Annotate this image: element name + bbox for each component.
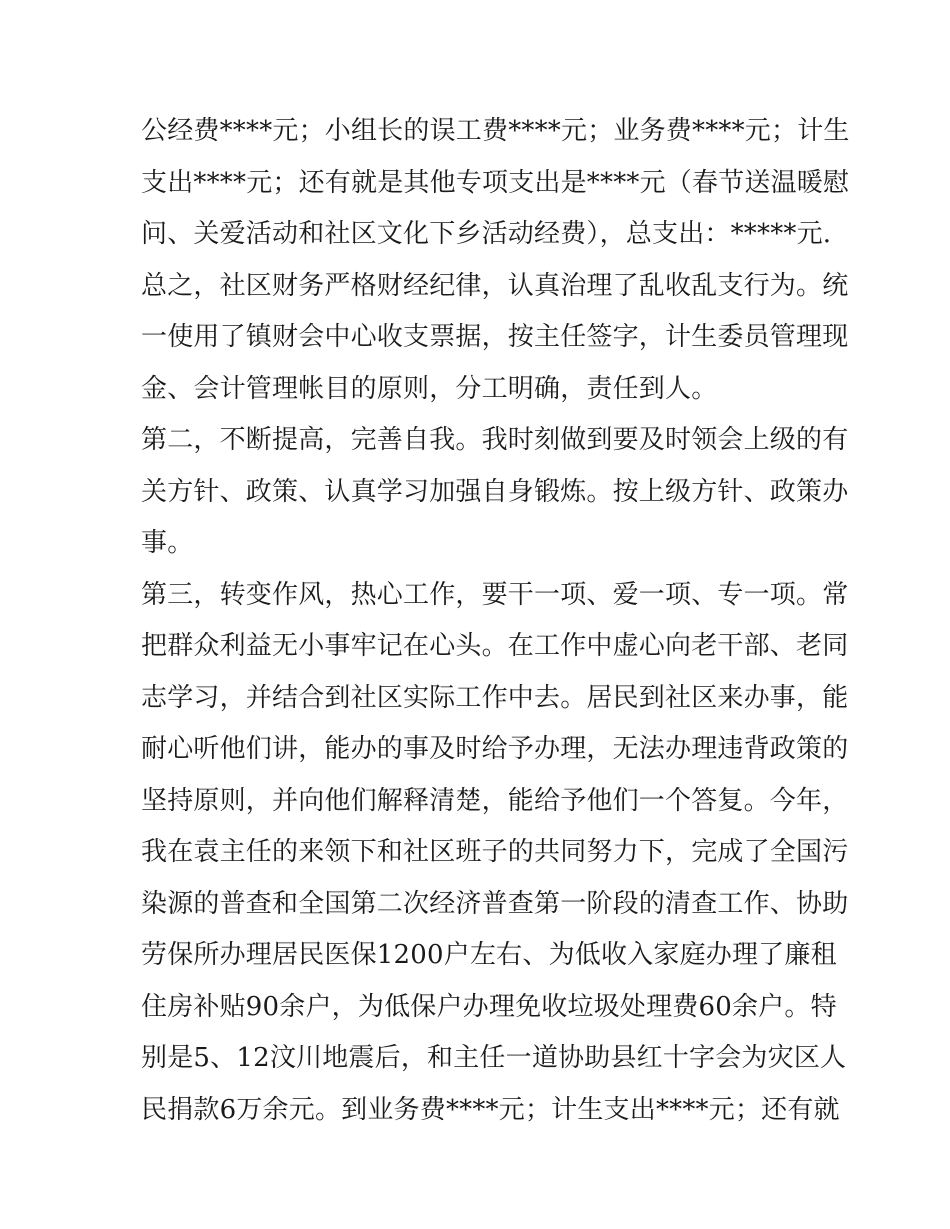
text-line: 坚持原则，并向他们解释清楚，能给予他们一个答复。今年， <box>141 785 849 816</box>
text-line: 问、关爱活动和社区文化下乡活动经费），总支出：*****元. <box>141 219 832 249</box>
text-line: 志学习，并结合到社区实际工作中去。居民到社区来办事，能 <box>141 682 849 713</box>
text-line: 公经费****元；小组长的误工费****元；业务费****元；计生 <box>141 116 850 146</box>
text-line: 染源的普查和全国第二次经济普查第一阶段的清查工作、协助 <box>141 888 849 919</box>
text-line: 第二，不断提高，完善自我。我时刻做到要及时领会上级的有 <box>141 425 849 455</box>
text-line: 别是5、12汶川地震后，和主任一道协助县红十字会为灾区人 <box>141 1043 847 1073</box>
text-line: 支出****元；还有就是其他专项支出是****元（春节送温暖慰 <box>141 167 850 198</box>
text-line: 关方针、政策、认真学习加强自身锻炼。按上级方针、政策办 <box>141 476 849 507</box>
text-line: 我在袁主任的来领下和社区班子的共同努力下，完成了全国污 <box>141 837 849 867</box>
text-line: 把群众利益无小事牢记在心头。在工作中虚心向老干部、老同 <box>141 631 849 661</box>
text-line: 总之，社区财务严格财经纪律，认真治理了乱收乱支行为。统 <box>141 270 849 301</box>
text-line: 第三，转变作风，热心工作，要干一项、爱一项、专一项。常 <box>141 579 849 610</box>
text-line: 一使用了镇财会中心收支票据，按主任签字，计生委员管理现 <box>141 322 849 352</box>
text-line: 民捐款6万余元。到业务费****元；计生支出****元；还有就 <box>141 1094 840 1125</box>
text-line: 耐心听他们讲，能办的事及时给予办理，无法办理违背政策的 <box>141 734 849 764</box>
text-line: 住房补贴90余户，为低保户办理免收垃圾处理费60余户。特 <box>141 991 837 1022</box>
body-text <box>141 106 850 1136</box>
text-line: 劳保所办理居民医保1200户左右、为低收入家庭办理了廉租 <box>141 940 837 970</box>
text-line: 金、会计管理帐目的原则，分工明确，责任到人。 <box>141 373 718 404</box>
text-line: 事。 <box>141 528 194 558</box>
